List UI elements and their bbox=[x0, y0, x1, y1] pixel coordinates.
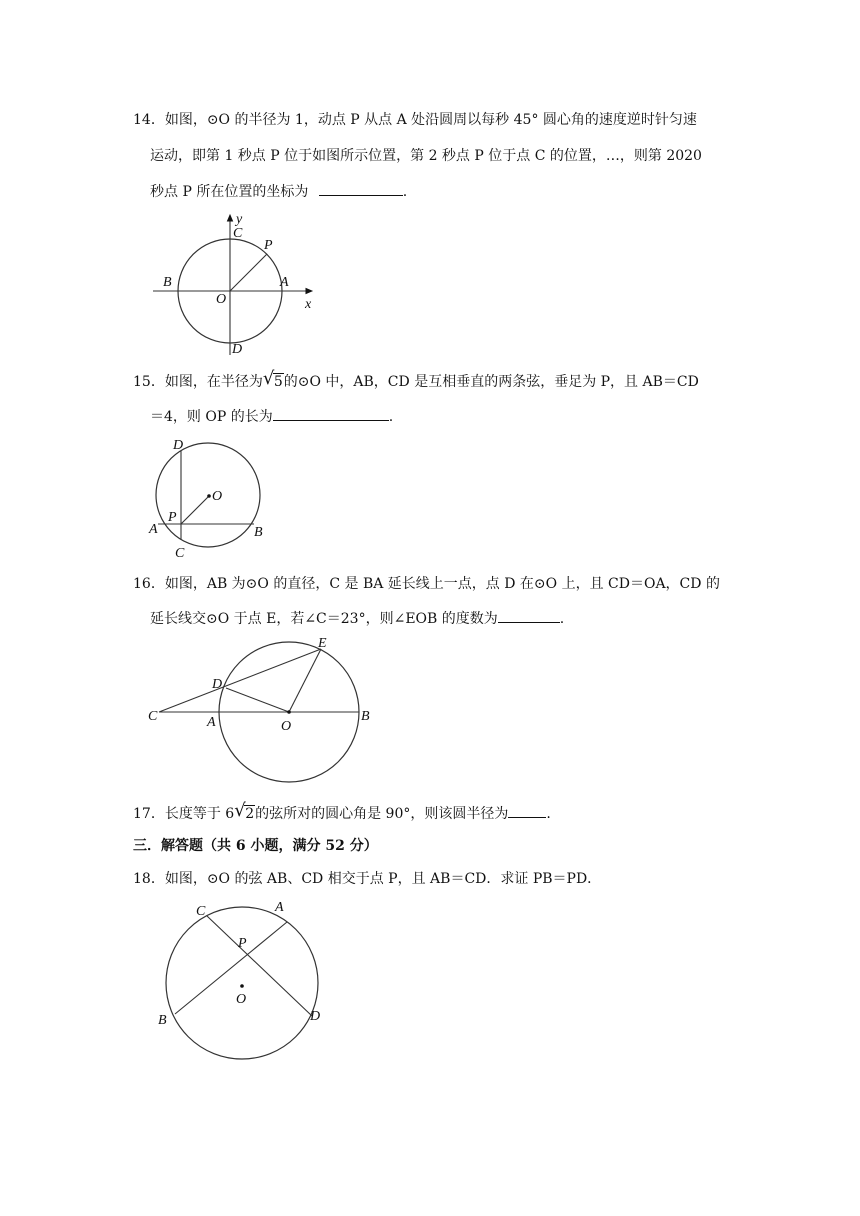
q15-text-1a: 如图，在半径为 bbox=[164, 374, 263, 390]
q15-end: . bbox=[388, 409, 394, 425]
q18-text-1: 如图，⊙O 的弦 AB、CD 相交于点 P，且 AB＝CD．求证 PB＝PD． bbox=[164, 871, 602, 887]
q17-number: 17． bbox=[133, 806, 165, 822]
q18-chord-cd bbox=[207, 916, 312, 1016]
q14-label-y: y bbox=[236, 212, 243, 227]
q16-answer-blank[interactable] bbox=[498, 608, 560, 623]
q17-sqrt-value: 2 bbox=[245, 806, 255, 822]
q18-label-c: C bbox=[196, 904, 206, 919]
q14-end: . bbox=[402, 184, 408, 200]
q14-label-b: B bbox=[163, 275, 172, 290]
q16-segment-od bbox=[226, 688, 289, 712]
q16-segment-oe bbox=[289, 649, 321, 712]
q15-text-1b: 的⊙O 中，AB，CD 是互相垂直的两条弦，垂足为 P，且 AB＝CD bbox=[283, 374, 699, 390]
q14-label-o: O bbox=[216, 292, 227, 307]
q15-line-1 bbox=[133, 368, 699, 392]
q17-text-1a: 长度等于 6 bbox=[164, 806, 235, 822]
q16-text-1: 如图，AB 为⊙O 的直径，C 是 BA 延长线上一点，点 D 在⊙O 上，且 CD＝OA，CD 的 bbox=[164, 576, 720, 592]
q16-line-ce bbox=[159, 649, 321, 712]
q14-label-p: P bbox=[264, 238, 273, 253]
q16-label-e: E bbox=[318, 636, 327, 651]
q14-answer-blank[interactable] bbox=[319, 181, 403, 196]
q17-end: . bbox=[546, 806, 551, 822]
q15-label-p: P bbox=[168, 510, 177, 525]
q15-label-c: C bbox=[175, 546, 185, 561]
q15-segment-op bbox=[181, 496, 209, 524]
q18-label-a: A bbox=[275, 900, 284, 915]
q16-number: 16． bbox=[133, 576, 165, 592]
q15-sqrt: √ 5 bbox=[262, 368, 283, 390]
q16-label-b: B bbox=[361, 709, 370, 724]
q16-label-c: C bbox=[148, 709, 158, 724]
q14-label-d: D bbox=[232, 342, 243, 357]
q14-line-3 bbox=[150, 181, 407, 202]
q14-line-1 bbox=[133, 110, 697, 130]
q18-line-1 bbox=[133, 869, 601, 889]
q15-label-o: O bbox=[212, 489, 223, 504]
q14-label-a: A bbox=[280, 275, 289, 290]
q16-end: . bbox=[559, 611, 565, 627]
q15-text-2: ＝4，则 OP 的长为 bbox=[150, 409, 273, 425]
q15-number: 15． bbox=[133, 374, 165, 390]
q14-number: 14． bbox=[133, 112, 165, 128]
q14-radius-op bbox=[230, 254, 267, 291]
q16-text-2: 延长线交⊙O 于点 E，若∠C＝23°，则∠EOB 的度数为 bbox=[150, 611, 498, 627]
q18-circle bbox=[166, 907, 321, 1059]
q15-sqrt-value: 5 bbox=[273, 374, 283, 390]
q18-label-p: P bbox=[238, 936, 247, 951]
q16-label-o: O bbox=[281, 719, 292, 734]
section-title: 三．解答题（共 6 小题，满分 52 分） bbox=[133, 838, 378, 854]
q17-text-1b: 的弦所对的圆心角是 90°，则该圆半径为 bbox=[255, 806, 509, 822]
q18-label-d: D bbox=[310, 1009, 321, 1024]
q15-label-b: B bbox=[254, 525, 263, 540]
q14-line-2: 运动，即第 1 秒点 P 位于如图所示位置，第 2 秒点 P 位于点 C 的位置，…，则第 2020 bbox=[150, 148, 702, 164]
q15-label-d: D bbox=[173, 438, 184, 453]
q18-center-dot bbox=[240, 984, 244, 988]
q15-answer-blank[interactable] bbox=[273, 406, 389, 421]
q14-label-c: C bbox=[233, 226, 243, 241]
q14-label-x: x bbox=[305, 297, 312, 312]
q16-label-a: A bbox=[207, 715, 216, 730]
q18-label-b: B bbox=[158, 1013, 167, 1028]
q14-text-3: 秒点 P 所在位置的坐标为 bbox=[150, 184, 309, 200]
q16-line-1 bbox=[133, 574, 720, 594]
q14-figure bbox=[140, 205, 340, 365]
q16-line-2 bbox=[150, 608, 564, 629]
q17-answer-blank[interactable] bbox=[508, 803, 546, 818]
q15-label-a: A bbox=[149, 522, 158, 537]
q14-text-1: 如图，⊙O 的半径为 1，动点 P 从点 A 处沿圆周以每秒 45° 圆心角的速度逆时针匀速 bbox=[164, 112, 697, 128]
q18-label-o: O bbox=[236, 992, 247, 1007]
q15-line-2 bbox=[150, 406, 393, 427]
q16-label-d: D bbox=[212, 677, 223, 692]
q18-figure bbox=[150, 898, 340, 1068]
q18-chord-ab bbox=[175, 922, 287, 1014]
q16-center-dot bbox=[287, 710, 291, 714]
q17-sqrt: √ 2 bbox=[234, 800, 255, 822]
q17-line-1 bbox=[133, 800, 551, 824]
q15-figure bbox=[140, 432, 280, 562]
q15-center-dot bbox=[207, 494, 211, 498]
q16-figure bbox=[140, 632, 390, 782]
q18-number: 18． bbox=[133, 871, 165, 887]
